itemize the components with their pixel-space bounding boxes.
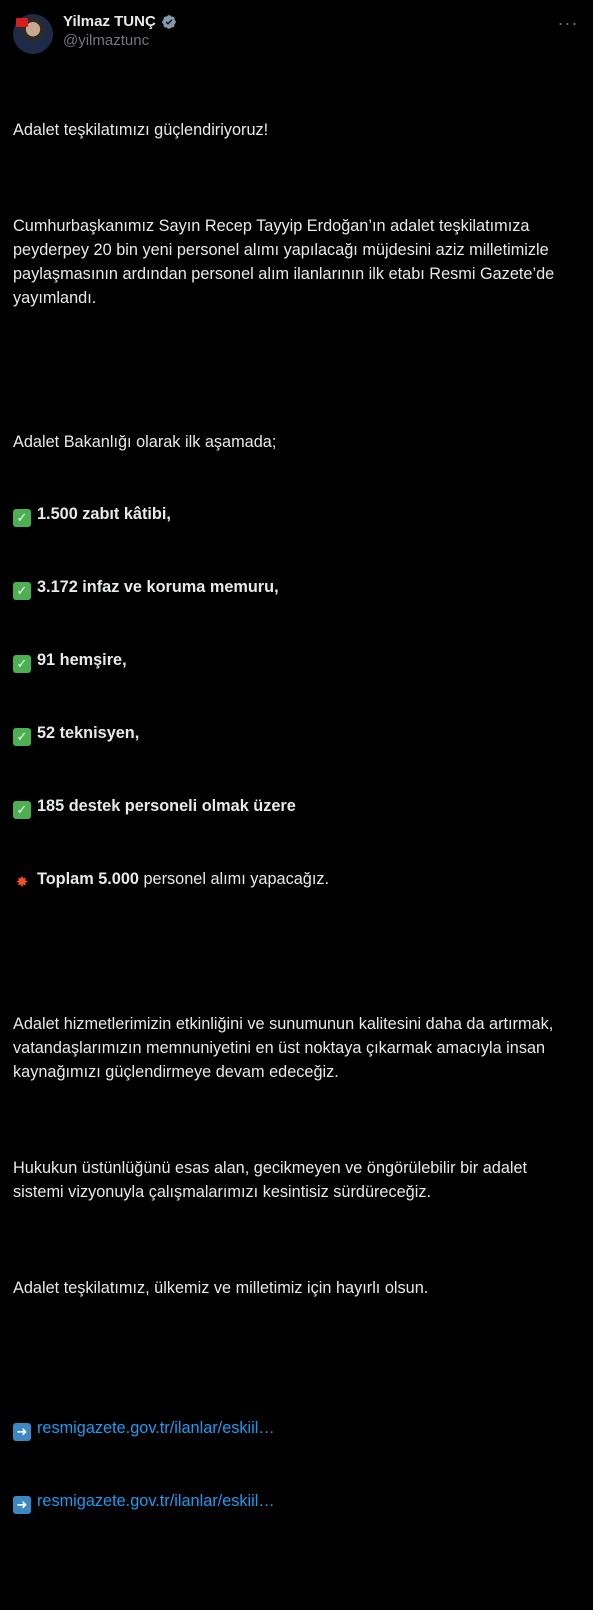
check-mark-icon: ✓ xyxy=(13,582,31,600)
handle[interactable]: @yilmaztunc xyxy=(63,32,150,49)
avatar[interactable] xyxy=(13,14,53,54)
list-intro: Adalet Bakanlığı olarak ilk aşamada; xyxy=(13,433,277,451)
verified-badge-icon xyxy=(161,14,177,30)
paragraph-4: Adalet hizmetlerimizin etkinliğini ve sunumunun kalitesini daha da artırmak, vatandaşlarımızın memnuniyetini en üst noktaya çıkarmak amacıyla insan kaynağımızı güçlendirmeye devam edeceğiz. xyxy=(13,1015,558,1081)
tweet-text xyxy=(13,70,580,1610)
author-info xyxy=(63,13,177,49)
right-arrow-icon: ➜ xyxy=(13,1496,31,1514)
display-name[interactable]: Yilmaz TUNÇ xyxy=(63,13,156,30)
tweet-header xyxy=(13,10,580,56)
check-mark-icon: ✓ xyxy=(13,728,31,746)
list-item: ✓ 91 hemşire, xyxy=(13,648,580,673)
link-row xyxy=(13,1489,580,1514)
resmigazete-link[interactable]: resmigazete.gov.tr/ilanlar/eskiil… xyxy=(37,1492,275,1510)
anger-symbol-icon: ✸ xyxy=(15,874,29,891)
check-mark-icon: ✓ xyxy=(13,655,31,673)
list-item: ✓ 185 destek personeli olmak üzere xyxy=(13,794,580,819)
list-item: ✓ 1.500 zabıt kâtibi, xyxy=(13,502,580,527)
paragraph-2: Cumhurbaşkanımız Sayın Recep Tayyip Erdoğan’ın adalet teşkilatımıza peyderpey 20 bin yeni personel alımı yapılacağı müjdesini aziz milletimizle paylaşmasının ardından personel alım ilanlarının ilk etabı Resmi Gazete’de yayımlandı. xyxy=(13,217,559,307)
link-row xyxy=(13,1416,580,1441)
paragraph-1: Adalet teşkilatımızı güçlendiriyoruz! xyxy=(13,121,269,139)
personnel-list xyxy=(13,382,580,940)
flag-icon xyxy=(16,18,28,27)
list-item: ✓ 3.172 infaz ve koruma memuru, xyxy=(13,575,580,600)
link-list xyxy=(13,1368,580,1562)
check-mark-icon: ✓ xyxy=(13,509,31,527)
check-mark-icon: ✓ xyxy=(13,801,31,819)
paragraph-5: Hukukun üstünlüğünü esas alan, gecikmeyen ve öngörülebilir bir adalet sistemi vizyonuyla çalışmalarımızı kesintisiz sürdüreceğiz. xyxy=(13,1159,532,1201)
right-arrow-icon: ➜ xyxy=(13,1423,31,1441)
total-line: ✸ Toplam 5.000 personel alımı yapacağız. xyxy=(13,867,580,892)
more-horizontal-icon[interactable]: ··· xyxy=(557,12,579,33)
list-item: ✓ 52 teknisyen, xyxy=(13,721,580,746)
paragraph-6: Adalet teşkilatımız, ülkemiz ve milletimiz için hayırlı olsun. xyxy=(13,1279,429,1297)
resmigazete-link[interactable]: resmigazete.gov.tr/ilanlar/eskiil… xyxy=(37,1419,275,1437)
